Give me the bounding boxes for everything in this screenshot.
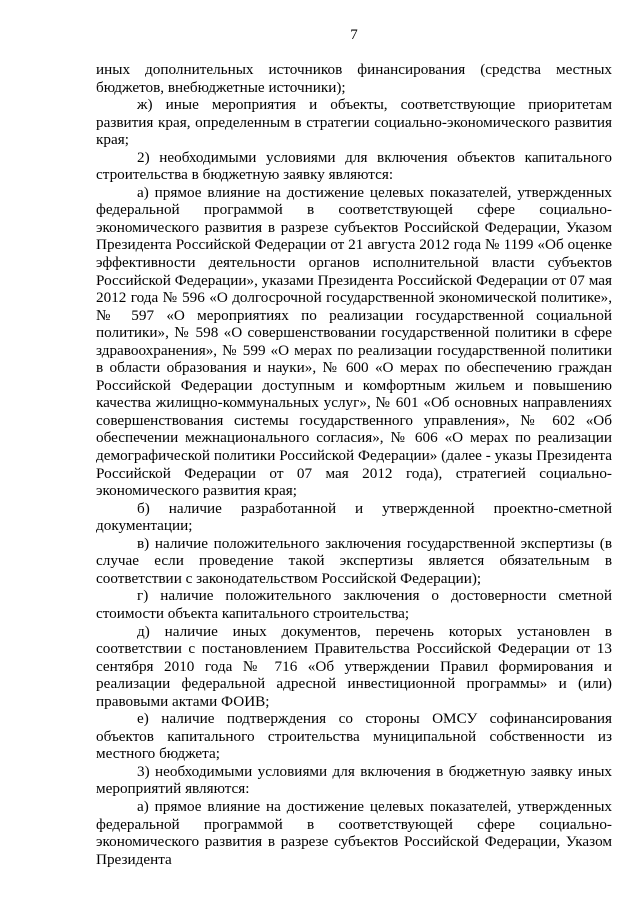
paragraph-3: а) прямое влияние на достижение целевых показателей, утвержденных федеральной программой в соответствующей сфере социально-экономического развития в разрезе субъектов Российской Федерации, Указом Президента Российской Федерации от 21 августа 2012 года № 1199 «Об оценке эффективности деятельности органов исполнительной власти субъектов Российской Федерации», указами Президента Российской Федерации от 07 мая 2012 года № 596 «О долгосрочной государственной экономической политике», № 597 «О мероприятиях по реализации государственной социальной политики», № 598 «О совершенствовании государственной политики в сфере здравоохранения», № 599 «О мерах по реализации государственной политики в области образования и науки», № 600 «О мерах по обеспечению граждан Российской Федерации доступным и комфортным жильем и повышению качества жилищно-коммунальных услуг», № 601 «Об основных направлениях совершенствования системы государственного управления», № 602 «Об обеспечении межнационального согласия», № 606 «О мерах по реализации демографической политики Российской Федерации» (далее - указы Президента Российской Федерации от 07 мая 2012 года), стратегией социально-экономического развития края;	[96, 183, 612, 500]
paragraph-6: г) наличие положительного заключения о достоверности сметной стоимости объекта капитального строительства;	[96, 587, 612, 622]
paragraph-4: б) наличие разработанной и утвержденной проектно-сметной документации;	[96, 499, 612, 535]
paragraph-1: ж) иные мероприятия и объекты, соответствующие приоритетам развития края, определенным в стратегии социально-экономического развития края;	[96, 96, 612, 149]
document-page	[96, 26, 612, 868]
paragraph-8: е) наличие подтверждения со стороны ОМСУ софинансирования объектов капитального строительства муниципальной собственности из местного бюджета;	[96, 710, 612, 763]
paragraph-0: иных дополнительных источников финансирования (средства местных бюджетов, внебюджетные источники);	[96, 61, 612, 96]
document-body	[96, 61, 612, 868]
paragraph-5: в) наличие положительного заключения государственной экспертизы (в случае если проведение такой экспертизы является обязательным в соответствии с законодательством Российской Федерации);	[96, 534, 612, 587]
page-number: 7	[350, 27, 358, 43]
paragraph-10: а) прямое влияние на достижение целевых показателей, утвержденных федеральной программой в соответствующей сфере социально-экономического развития в разрезе субъектов Российской Федерации, Указом Президента	[96, 797, 612, 868]
paragraph-7: д) наличие иных документов, перечень которых установлен в соответствии с постановлением Правительства Российской Федерации от 13 сентября 2010 года № 716 «Об утверждении Правил формирования и реализации федеральной адресной инвестиционной программы» и (или) правовыми актами ФОИВ;	[96, 622, 612, 710]
paragraph-2: 2) необходимыми условиями для включения объектов капитального строительства в бюджетную заявку являются:	[96, 148, 612, 184]
paragraph-9: 3) необходимыми условиями для включения в бюджетную заявку иных мероприятий являются:	[96, 762, 612, 798]
